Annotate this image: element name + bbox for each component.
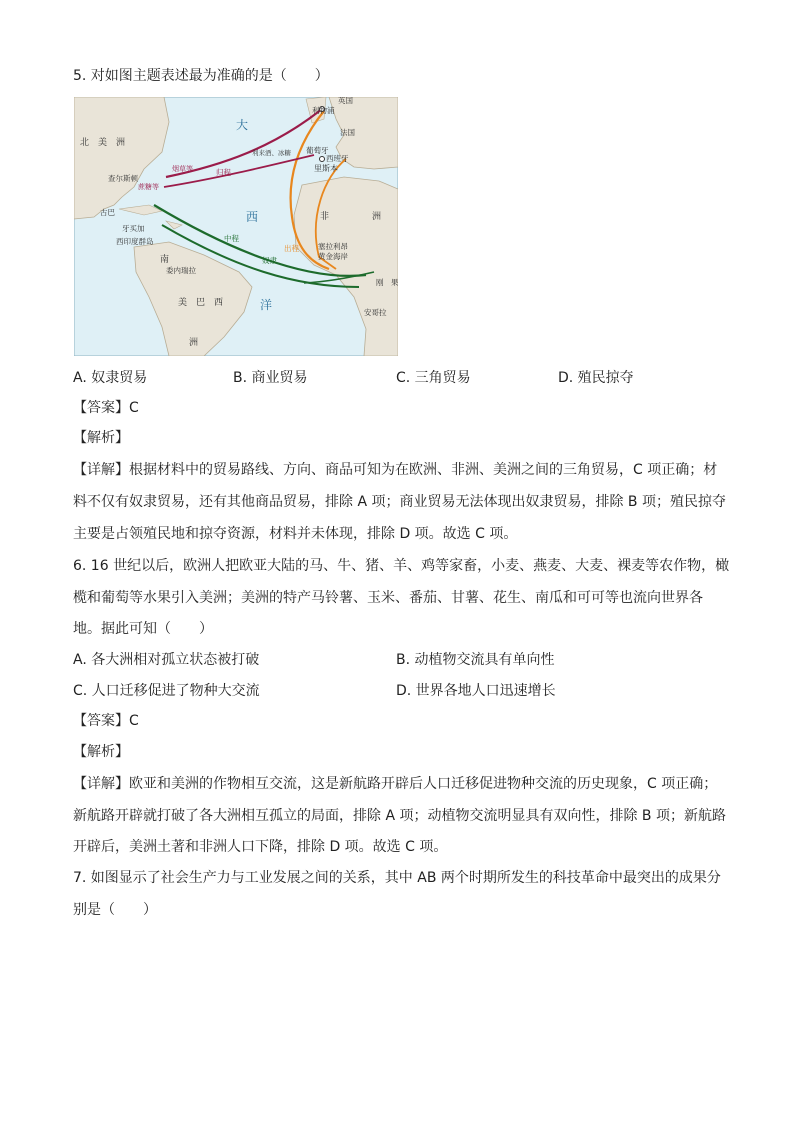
q6-option-b[interactable]: B. 动植物交流具有单向性 xyxy=(396,652,555,668)
map-label-atlantic-xi: 西 xyxy=(246,210,259,224)
map-label-west-indies: 西印度群岛 xyxy=(116,237,154,246)
map-label-england: 英国 xyxy=(338,97,353,105)
q5-option-a[interactable]: A. 奴隶贸易 xyxy=(73,370,148,386)
map-label-lisbon: 里斯本 xyxy=(314,164,338,173)
map-label-gold-coast: 黄金海岸 xyxy=(318,252,348,261)
map-label-route-return: 归程 xyxy=(216,168,231,177)
q7-stem-line-1: 7. 如图显示了社会生产力与工业发展之间的关系，其中 AB 两个时期所发生的科技革命中最突出的成果分 xyxy=(73,870,721,886)
q6-option-d[interactable]: D. 世界各地人口迅速增长 xyxy=(396,683,556,699)
q5-detail-line-1: 【详解】根据材料中的贸易路线、方向、商品可知为在欧洲、非洲、美洲之间的三角贸易，C 项正确；材 xyxy=(73,462,718,478)
map-label-atlantic-yang: 洋 xyxy=(260,298,273,312)
map-label-venezuela: 委内瑞拉 xyxy=(166,266,196,275)
q6-option-a[interactable]: A. 各大洲相对孤立状态被打破 xyxy=(73,652,260,668)
q5-option-b[interactable]: B. 商业贸易 xyxy=(233,370,308,386)
q5-detail-line-2: 料不仅有奴隶贸易，还有其他商品贸易，排除 A 项；商业贸易无法体现出奴隶贸易，排除 B 项；殖民掠夺 xyxy=(73,494,726,510)
q6-detail-line-2: 新航路开辟就打破了各大洲相互孤立的局面，排除 A 项；动植物交流明显具有双向性，排除 B 项；新航路 xyxy=(73,808,726,824)
q5-option-d[interactable]: D. 殖民掠夺 xyxy=(558,370,634,386)
map-label-route-middle: 中程 xyxy=(224,234,239,243)
map-label-route-slave: 奴隶 xyxy=(262,256,277,265)
q6-analysis-title: 【解析】 xyxy=(73,744,129,760)
map-label-north-america: 北 美 洲 xyxy=(80,138,126,148)
map-label-route-out: 出程 xyxy=(284,244,299,253)
q5-stem: 5. 对如图主题表述最为准确的是（ ） xyxy=(73,68,329,84)
map-label-africa-zhou: 洲 xyxy=(372,212,382,222)
map-label-angola: 安哥拉 xyxy=(364,308,387,317)
map-label-congo: 刚 果 xyxy=(376,278,398,287)
q6-detail-line-3: 开辟后，美洲土著和非洲人口下降，排除 D 项。故选 C 项。 xyxy=(73,839,448,855)
map-label-brazil: 美 巴 西 xyxy=(178,298,224,308)
q5-analysis-title: 【解析】 xyxy=(73,430,129,446)
q5-detail-line-3: 主要是占领殖民地和掠夺资源，材料并未体现，排除 D 项。故选 C 项。 xyxy=(73,526,518,542)
q6-answer: 【答案】C xyxy=(73,713,139,729)
map-label-africa-fei: 非 xyxy=(320,212,330,222)
map-label-portugal: 葡萄牙 xyxy=(306,146,329,155)
map-label-cargo-short: 利来酒、冰糖 xyxy=(252,149,291,157)
q5-answer: 【答案】C xyxy=(73,400,139,416)
map-label-south-america-nan: 南 xyxy=(160,255,170,265)
map-label-spain: 西班牙 xyxy=(326,154,349,163)
map-label-south-america-zhou: 洲 xyxy=(189,338,199,348)
q6-detail-line-1: 【详解】欧亚和美洲的作物相互交流，这是新航路开辟后人口迁移促进物种交流的历史现象，C 项正确； xyxy=(73,776,718,792)
map-label-liverpool: 利物浦 xyxy=(312,106,335,115)
q6-stem-line-2: 榄和葡萄等水果引入美洲；美洲的特产马铃薯、玉米、番茄、甘薯、花生、南瓜和可可等也流向世界各 xyxy=(73,590,703,606)
q6-stem-line-1: 6. 16 世纪以后，欧洲人把欧亚大陆的马、牛、猪、羊、鸡等家畜，小麦、燕麦、大麦、裸麦等农作物，橄 xyxy=(73,558,730,574)
map-label-atlantic-da: 大 xyxy=(236,118,249,132)
q6-stem-line-3: 地。据此可知（ ） xyxy=(73,621,213,637)
map-label-france: 法国 xyxy=(340,128,355,137)
q7-stem-line-2: 别是（ ） xyxy=(73,902,157,918)
map-label-cargo-tobacco: 烟草等 xyxy=(172,165,193,173)
q6-option-c[interactable]: C. 人口迁移促进了物种大交流 xyxy=(73,683,260,699)
triangular-trade-map xyxy=(74,97,398,356)
map-label-cargo-sugar: 蔗糖等 xyxy=(138,183,159,191)
spain-marker xyxy=(320,157,325,162)
q5-option-c[interactable]: C. 三角贸易 xyxy=(396,370,471,386)
map-label-charleston: 查尔斯顿 xyxy=(108,174,138,183)
map-label-cuba: 古巴 xyxy=(100,208,115,217)
map-label-jamaica: 牙买加 xyxy=(122,224,145,233)
map-label-sierra-leone: 塞拉利昂 xyxy=(318,242,348,251)
